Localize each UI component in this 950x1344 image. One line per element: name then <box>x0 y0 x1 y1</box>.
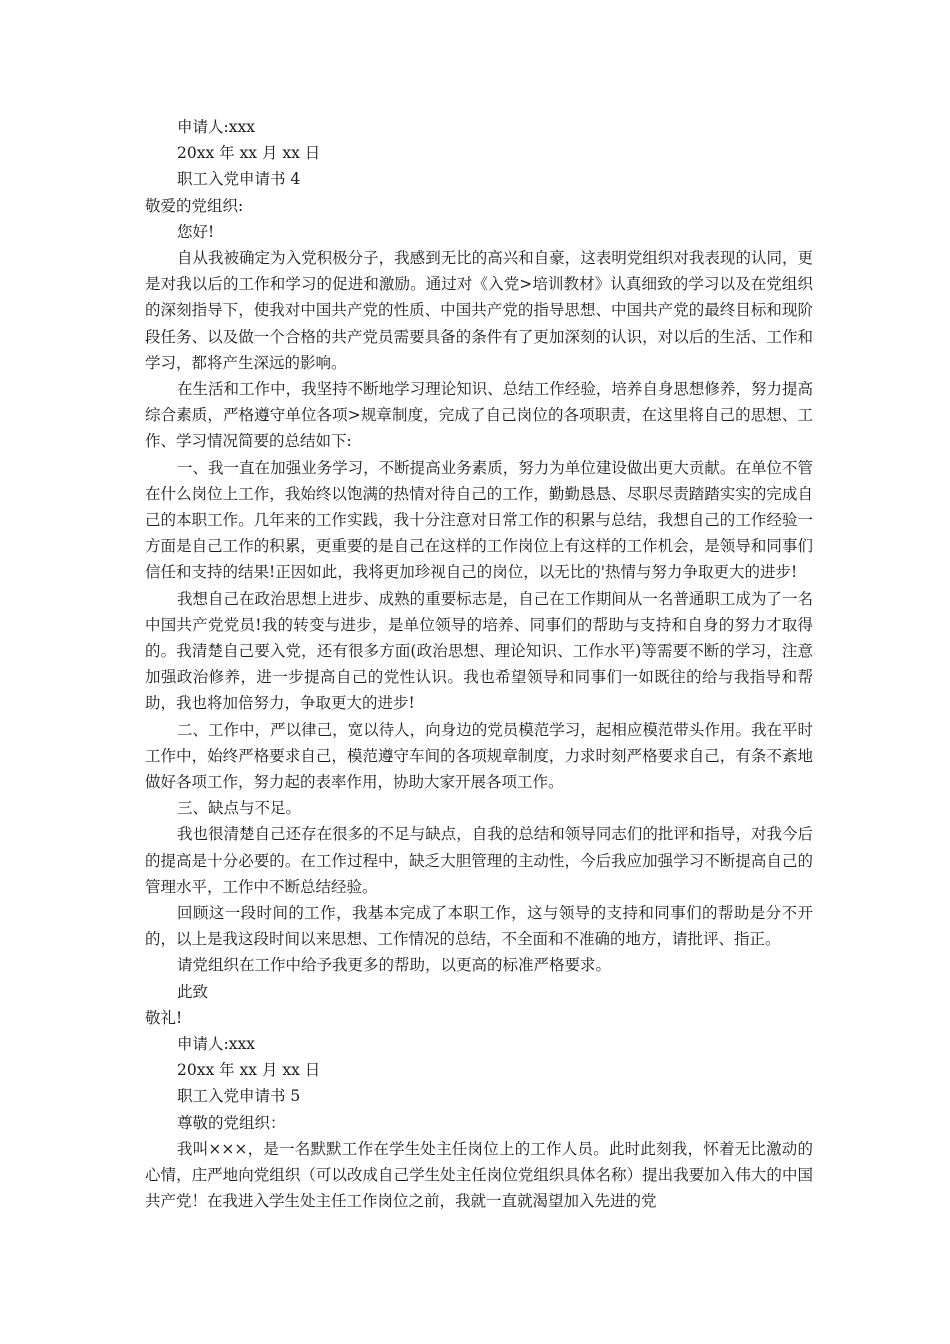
date-line: 20xx 年 xx 月 xx 日 <box>177 144 321 163</box>
letter4-paragraph: 回顾这一段时间的工作，我基本完成了本职工作，这与领导的支持和同事们的帮助是分不开的，以上是我这段时间以来思想、工作情况的总结，不全面和不准确的地方，请批评、指正。 <box>145 904 813 949</box>
letter4-paragraph: 自从我被确定为入党积极分子，我感到无比的高兴和自豪，这表明党组织对我表现的认同，更是对我以后的工作和学习的促进和激励。通过对《入党>培训教材》认真细致的学习以及在党组织的深刻指导下，使我对中国共产党的性质、中国共产党的指导思想、中国共产党的最终目标和现阶段任务、以及做一个合格的共产党员需要具备的条件有了更加深刻的认识，对以后的生活、工作和学习，都将产生深远的影响。 <box>145 248 813 372</box>
letter4-paragraph: 请党组织在工作中给予我更多的帮助，以更高的标准严格要求。 <box>177 956 612 975</box>
letter4-paragraph: 我也很清楚自己还存在很多的不足与缺点，自我的总结和领导同志们的批评和指导，对我今后的提高是十分必要的。在工作过程中，缺乏大胆管理的主动性，今后我应加强学习不断提高自己的管理水平，工作中不断总结经验。 <box>145 825 813 896</box>
letter5-title: 职工入党申请书 5 <box>177 1087 301 1106</box>
letter4-greeting: 您好! <box>177 222 215 241</box>
letter4-paragraph: 三、缺点与不足。 <box>177 799 302 818</box>
letter4-paragraph: 在生活和工作中，我坚持不断地学习理论知识、总结工作经验，培养自身思想修养，努力提高综合素质，严格遵守单位各项>规章制度，完成了自己岗位的各项职责，在这里将自己的思想、工作、学习情况简要的总结如下: <box>145 379 813 451</box>
letter5-paragraph: 我叫×××，是一名默默工作在学生处主任岗位上的工作人员。此时此刻我，怀着无比激动的心情，庄严地向党组织（可以改成自己学生处主任岗位党组织具体名称）提出我要加入伟大的中国共产党！在我进入学生处主任工作岗位之前，我就一直就渴望加入先进的党 <box>145 1139 813 1211</box>
applicant-line: 申请人:xxx <box>177 118 255 136</box>
letter4-closing-2: 敬礼! <box>145 1008 183 1027</box>
letter4-title: 职工入党申请书 4 <box>177 170 301 189</box>
letter4-closing-1: 此致 <box>177 982 209 1001</box>
letter4-paragraph: 一、我一直在加强业务学习，不断提高业务素质，努力为单位建设做出更大贡献。在单位不管在什么岗位上工作，我始终以饱满的热情对待自己的工作，勤勤恳恳、尽职尽责踏踏实实的完成自己的本职工作。几年来的工作实践，我十分注意对日常工作的积累与总结，我想自己的工作经验一方面是自己工作的积累，更重要的是自己在这样的工作岗位上有这样的工作机会，是领导和同事们信任和支持的结果!正因如此，我将更加珍视自己的岗位，以无比的'热情与努力争取更大的进步! <box>145 458 813 582</box>
document-page <box>145 114 813 1214</box>
letter4-paragraph: 二、工作中，严以律己，宽以待人，向身边的党员模范学习，起相应模范带头作用。我在平时工作中，始终严格要求自己，模范遵守车间的各项规章制度，力求时刻严格要求自己，有条不紊地做好各项工作，努力起的表率作用，协助大家开展各项工作。 <box>145 720 813 791</box>
letter4-date: 20xx 年 xx 月 xx 日 <box>177 1061 321 1080</box>
letter4-applicant: 申请人:xxx <box>177 1035 255 1053</box>
letter4-salutation: 敬爱的党组织: <box>145 196 244 215</box>
letter4-paragraph: 我想自己在政治思想上进步、成熟的重要标志是，自己在工作期间从一名普通职工成为了一名中国共产党党员!我的转变与进步，是单位领导的培养、同事们的帮助与支持和自身的努力才取得的。我清楚自己要入党，还有很多方面(政治思想、理论知识、工作水平)等需要不断的学习，注意加强政治修养，进一步提高自己的党性认识。我也希望领导和同事们一如既往的给与我指导和帮助，我也将加倍努力，争取更大的进步! <box>145 589 813 713</box>
letter5-salutation: 尊敬的党组织： <box>177 1113 286 1132</box>
